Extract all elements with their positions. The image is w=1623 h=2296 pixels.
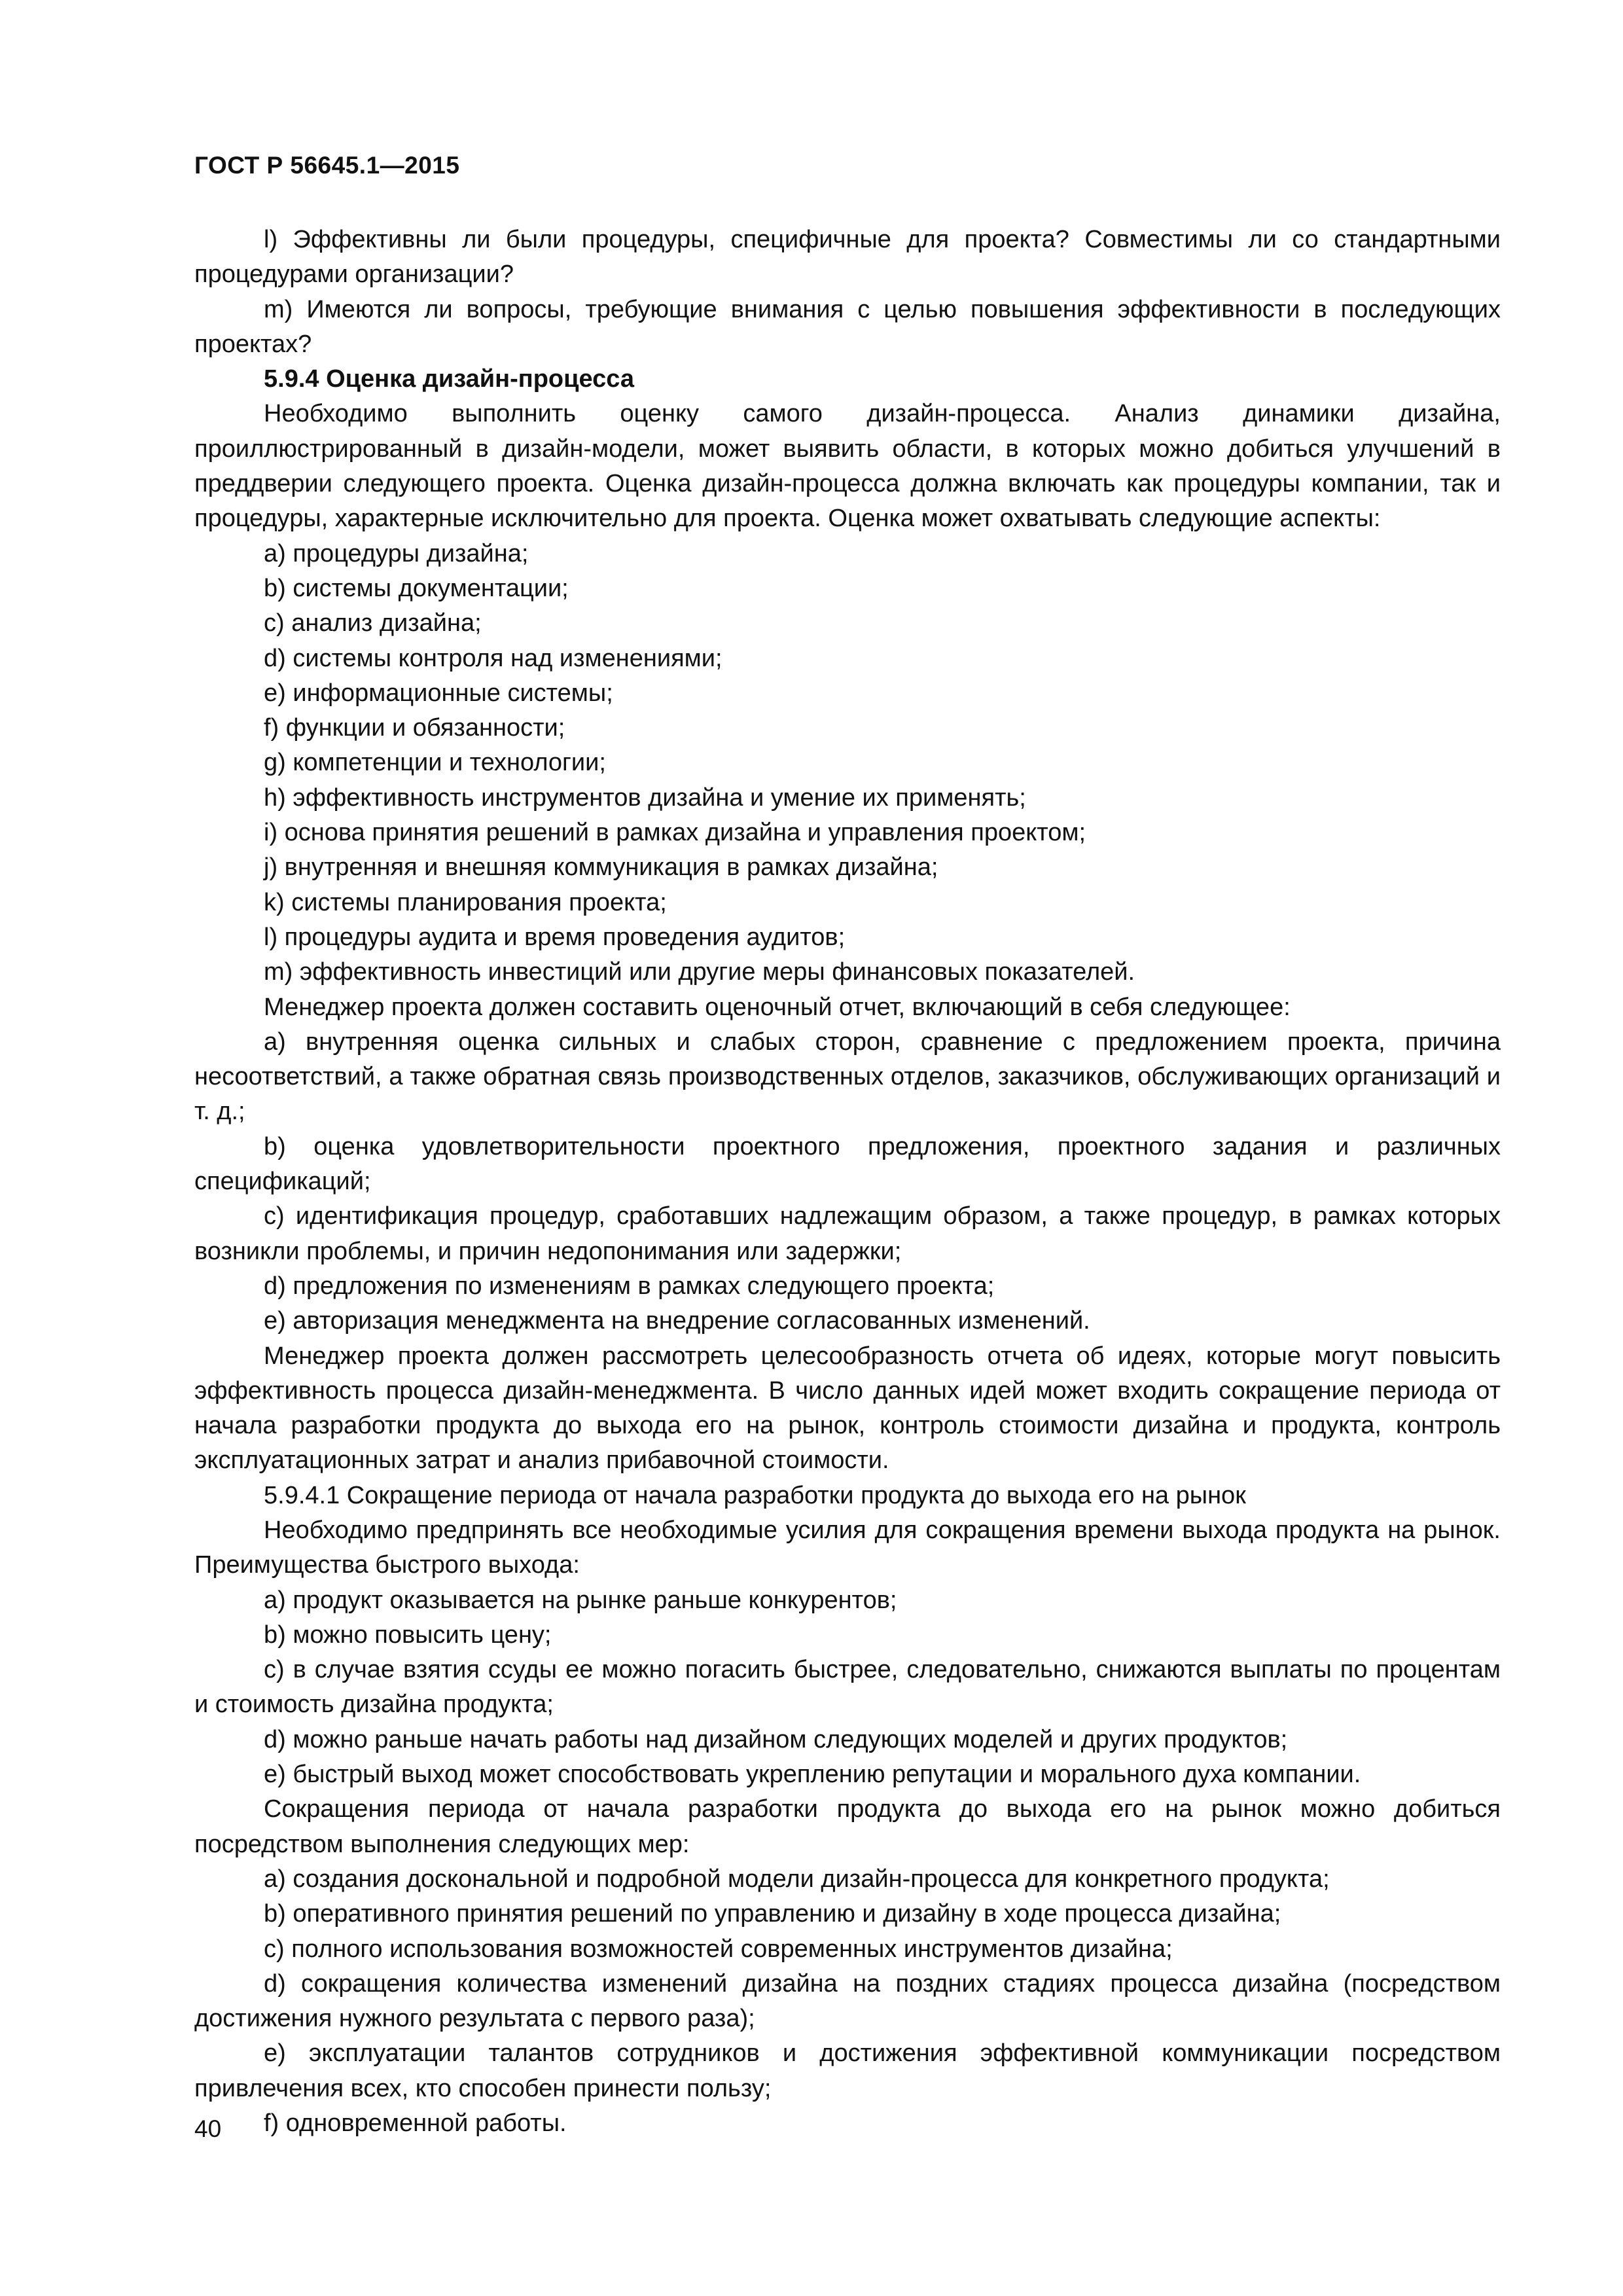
list-item: c) анализ дизайна; xyxy=(264,609,482,637)
list-item: b) можно повысить цену; xyxy=(264,1621,552,1649)
list-item: b) оперативного принятия решений по управлению и дизайну в ходе процесса дизайна; xyxy=(264,1900,1281,1928)
body-text xyxy=(194,223,1501,2141)
list-item: l) процедуры аудита и время проведения аудитов; xyxy=(264,923,846,951)
list-item: f) функции и обязанности; xyxy=(264,714,565,742)
list-item: m) эффективность инвестиций или другие меры финансовых показателей. xyxy=(264,958,1135,986)
list-item: k) системы планирования проекта; xyxy=(264,888,667,916)
list-item: e) авторизация менеджмента на внедрение согласованных изменений. xyxy=(264,1307,1090,1335)
list-item: e) эксплуатации талантов сотрудников и достижения эффективной коммуникации посредством привлечения всех, кто способен принести пользу; xyxy=(194,2039,1501,2102)
paragraph: l) Эффективны ли были процедуры, специфичные для проекта? Совместимы ли со стандартными процедурами организации? xyxy=(194,226,1501,289)
list-item: g) компетенции и технологии; xyxy=(264,749,606,777)
list-item: d) предложения по изменениям в рамках следующего проекта; xyxy=(264,1272,995,1300)
list-item: c) полного использования возможностей современных инструментов дизайна; xyxy=(264,1935,1173,1963)
list-item: j) внутренняя и внешняя коммуникация в рамках дизайна; xyxy=(264,853,938,882)
list-item: e) информационные системы; xyxy=(264,679,613,707)
paragraph: Необходимо предпринять все необходимые усилия для сокращения времени выхода продукта на рынок. Преимущества быстрого выхода: xyxy=(194,1516,1501,1579)
list-item: c) в случае взятия ссуды ее можно погасить быстрее, следовательно, снижаются выплаты по процентам и стоимость дизайна продукта; xyxy=(194,1656,1501,1719)
paragraph: m) Имеются ли вопросы, требующие внимания с целью повышения эффективности в последующих проектах? xyxy=(194,295,1501,358)
list-item: b) оценка удовлетворительности проектного предложения, проектного задания и различных спецификаций; xyxy=(194,1132,1501,1196)
paragraph: Сокращения периода от начала разработки продукта до выхода его на рынок можно добиться посредством выполнения следующих мер: xyxy=(194,1795,1501,1858)
paragraph: Менеджер проекта должен рассмотреть целесообразность отчета об идеях, которые могут повысить эффективность процесса дизайн-менеджмента. В число данных идей может входить сокращение периода от начала разработки продукта до выхода его на рынок, контроль стоимости дизайна и продукта, контроль эксплуатационных затрат и анализ прибавочной стоимости. xyxy=(194,1342,1501,1475)
page-number: 40 xyxy=(194,2115,222,2142)
list-item: b) системы документации; xyxy=(264,574,569,602)
paragraph: Менеджер проекта должен составить оценочный отчет, включающий в себя следующее: xyxy=(264,993,1291,1021)
paragraph: Необходимо выполнить оценку самого дизайн-процесса. Анализ динамики дизайна, проиллюстрированный в дизайн-модели, может выявить области, в которых можно добиться улучшений в преддверии следующего проекта. Оценка дизайн-процесса должна включать как процедуры компании, так и процедуры, характерные исключительно для проекта. Оценка может охватывать следующие аспекты: xyxy=(194,400,1501,533)
list-item: e) быстрый выход может способствовать укреплению репутации и морального духа компании. xyxy=(264,1761,1361,1789)
list-item: a) создания доскональной и подробной модели дизайн-процесса для конкретного продукта; xyxy=(264,1865,1330,1893)
document-code-header: ГОСТ Р 56645.1—2015 xyxy=(194,152,460,179)
subsection-heading: 5.9.4.1 Сокращение периода от начала разработки продукта до выхода его на рынок xyxy=(264,1481,1246,1509)
list-item: i) основа принятия решений в рамках дизайна и управления проектом; xyxy=(264,819,1086,847)
list-item: c) идентификация процедур, сработавших надлежащим образом, а также процедур, в рамках которых возникли проблемы, и причин недопонимания или задержки; xyxy=(194,1202,1501,1265)
list-item: a) внутренняя оценка сильных и слабых сторон, сравнение с предложением проекта, причина несоответствий, а также обратная связь производственных отделов, заказчиков, обслуживающих организаций и т. д.; xyxy=(194,1028,1501,1126)
list-item: a) продукт оказывается на рынке раньше конкурентов; xyxy=(264,1586,897,1614)
section-heading: 5.9.4 Оценка дизайн-процесса xyxy=(264,365,634,393)
list-item: f) одновременной работы. xyxy=(264,2109,567,2138)
list-item: a) процедуры дизайна; xyxy=(264,539,529,567)
list-item: d) сокращения количества изменений дизайна на поздних стадиях процесса дизайна (посредством достижения нужного результата с первого раза); xyxy=(194,1969,1501,2033)
list-item: h) эффективность инструментов дизайна и умение их применять; xyxy=(264,783,1026,812)
list-item: d) можно раньше начать работы над дизайном следующих моделей и других продуктов; xyxy=(264,1725,1288,1753)
list-item: d) системы контроля над изменениями; xyxy=(264,644,722,672)
